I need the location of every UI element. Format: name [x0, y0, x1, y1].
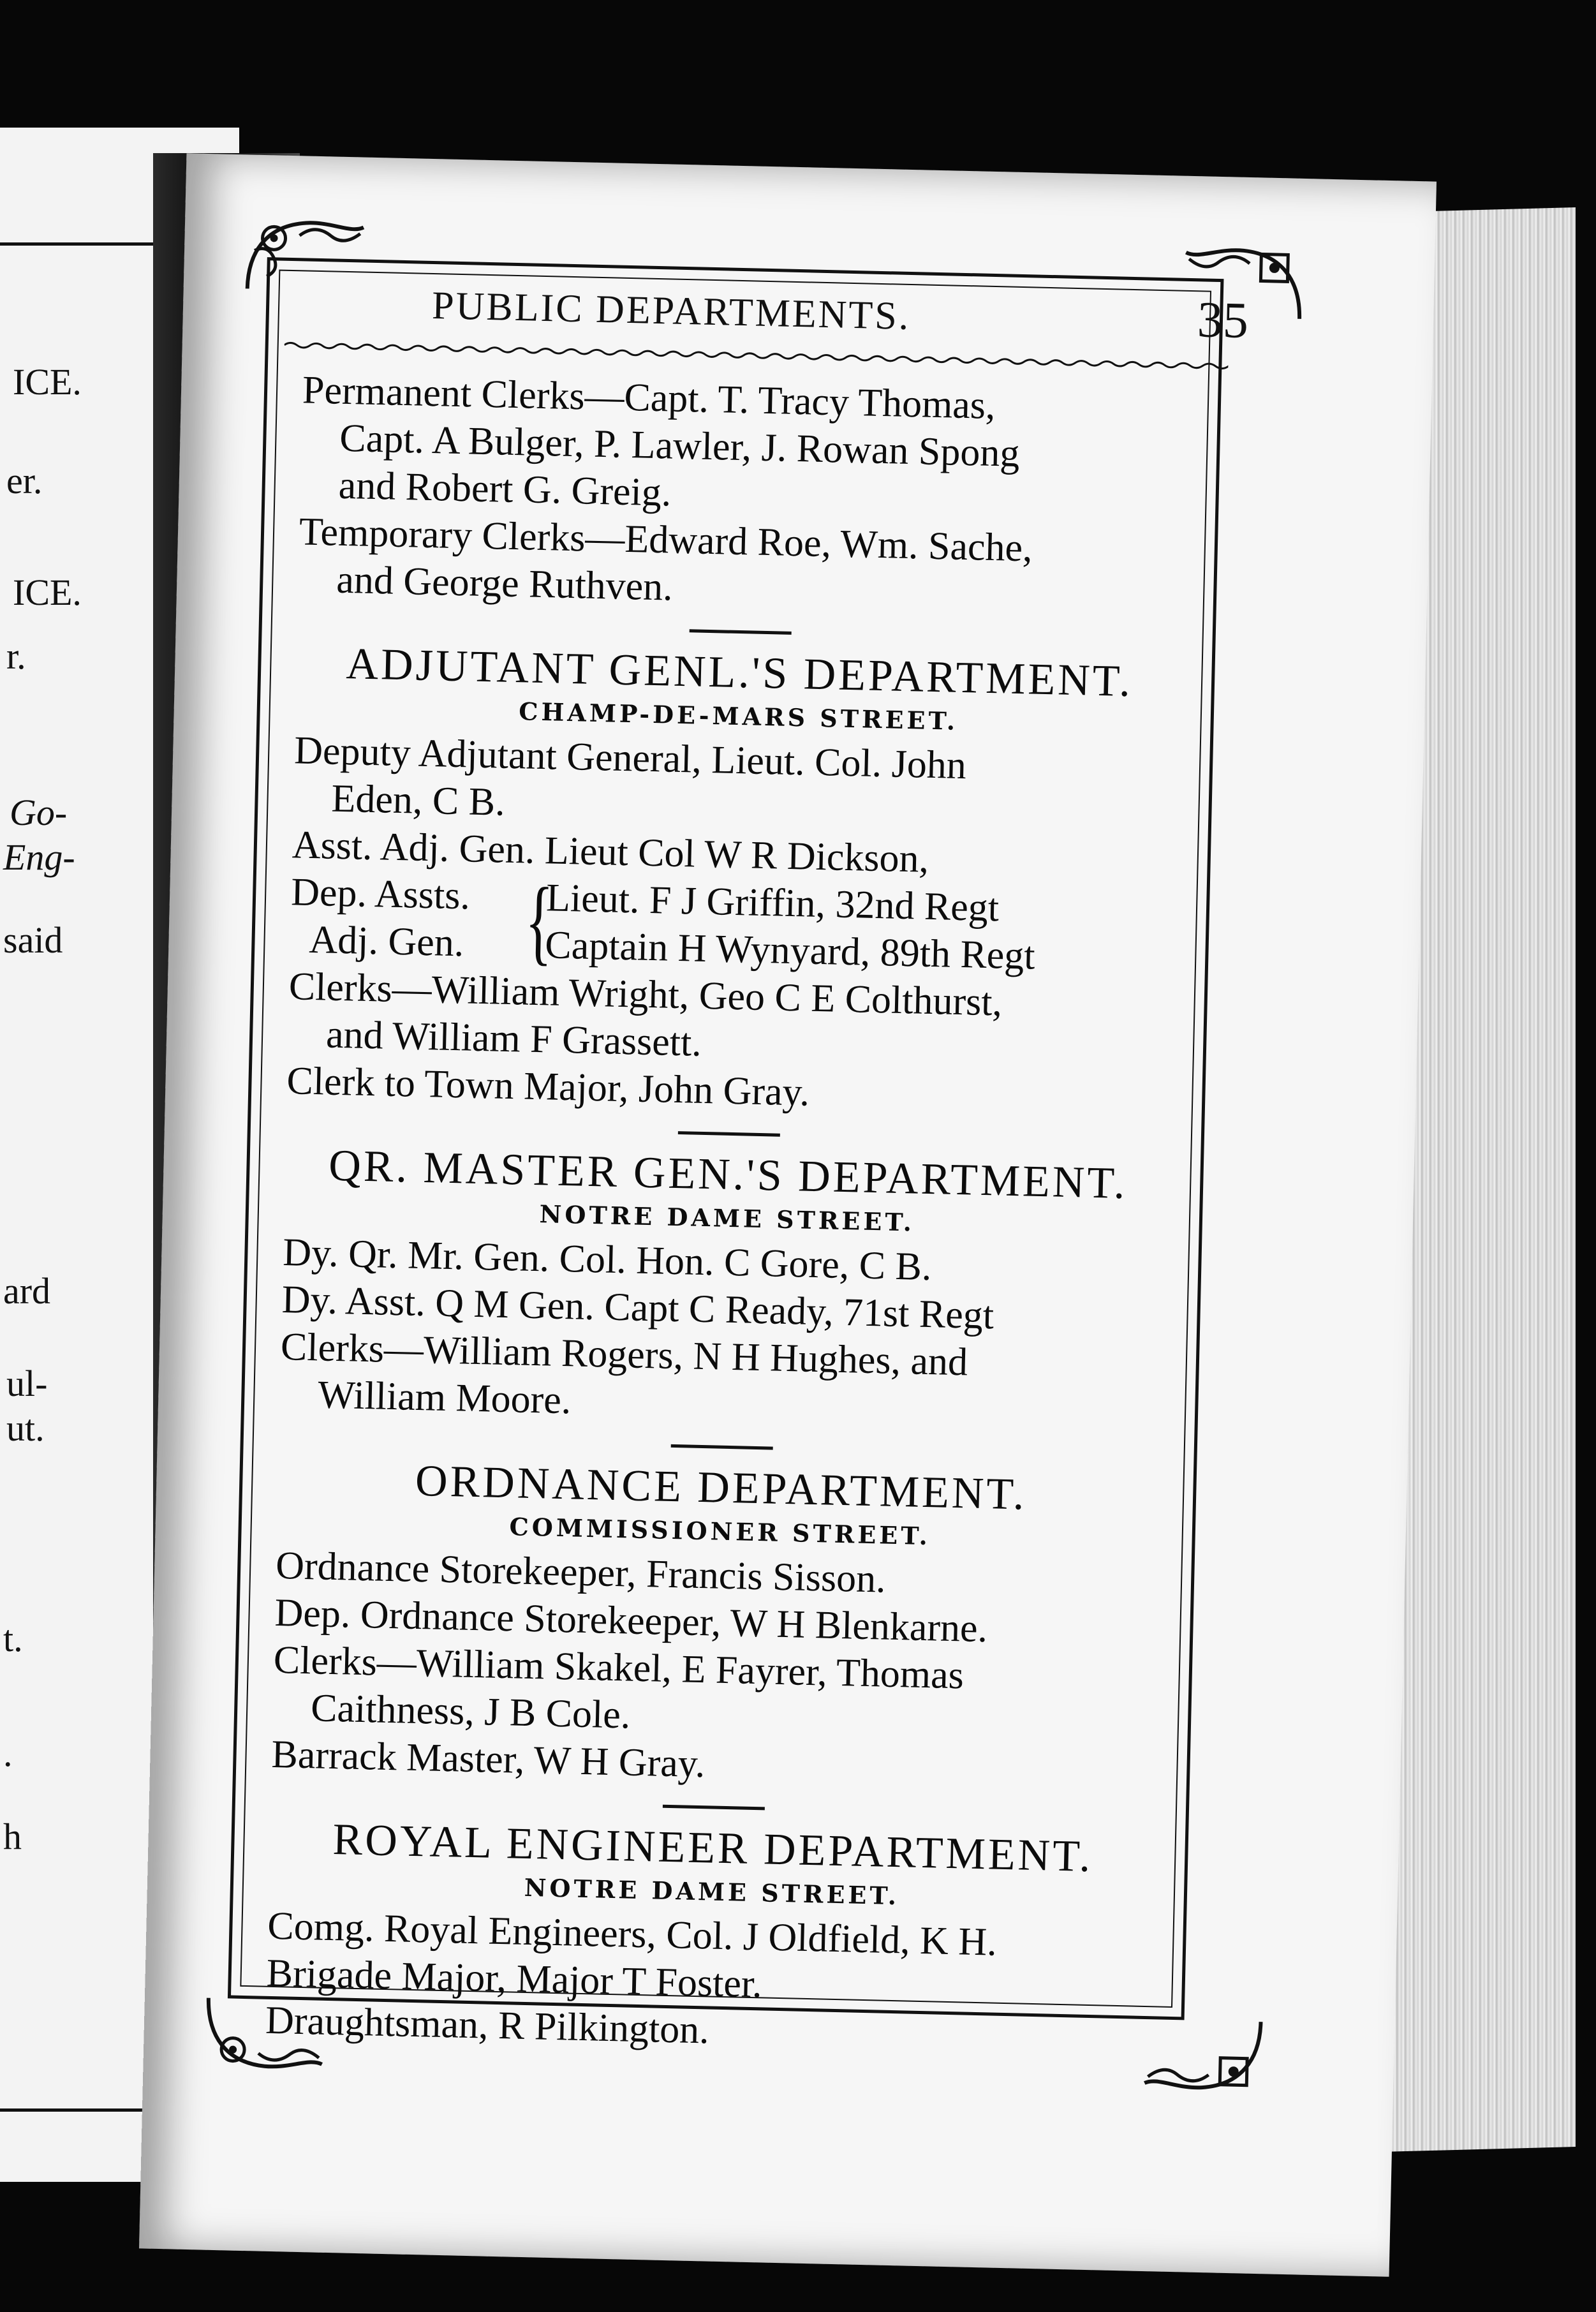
left-fragment: r.: [6, 635, 26, 677]
entry-line: Captain H Wynyard, 89th Regt: [544, 923, 1036, 978]
entry-line: and William F Grassett.: [325, 1012, 702, 1065]
dep-assts-items: [545, 874, 1037, 979]
left-page-frame: [0, 242, 166, 2112]
page-number: 35: [1197, 292, 1249, 350]
entry-line: Eden, C B.: [330, 776, 506, 824]
dep-assts-label: [290, 868, 521, 968]
entry-line: Comg. Royal Engineers, Col. J Oldfield, K H.: [267, 1904, 998, 1964]
dep-assts-label-line: Adj. Gen.: [308, 917, 465, 965]
permanent-clerks-line: and Robert G. Greig.: [337, 463, 672, 515]
entry-line: Caithness, J B Cole.: [310, 1686, 632, 1737]
section-street: CHAMP-DE-MARS STREET.: [518, 697, 959, 736]
section-rule: [690, 629, 792, 635]
entry-line: Barrack Master, W H Gray.: [270, 1732, 706, 1786]
entry-line: Ordnance Storekeeper, Francis Sisson.: [275, 1543, 887, 1601]
book-page: [139, 153, 1437, 2277]
running-head-title: PUBLIC DEPARTMENTS.: [431, 283, 912, 338]
left-fragment: Go-: [10, 792, 68, 833]
section-heading: QR. MASTER GEN.'S DEPARTMENT.: [328, 1141, 1128, 1209]
section-rule: [663, 1805, 765, 1811]
entry-line: Clerks—William Skakel, E Fayrer, Thomas: [273, 1638, 964, 1698]
section-street: NOTRE DAME STREET.: [539, 1199, 915, 1237]
entry-line: Dy. Asst. Q M Gen. Capt C Ready, 71st Regt: [281, 1278, 994, 1338]
dep-assts-label-line: Dep. Assts.: [290, 870, 471, 918]
entry-line: William Moore.: [317, 1373, 572, 1423]
temporary-clerks-line: Temporary Clerks—Edward Roe, Wm. Sache,: [299, 510, 1033, 570]
entry-line: Draughtsman, R Pilkington.: [265, 1998, 710, 2052]
section-street: NOTRE DAME STREET.: [524, 1872, 900, 1911]
entry-line: Deputy Adjutant General, Lieut. Col. John: [293, 729, 967, 788]
entry-line: Dep. Ordnance Storekeeper, W H Blenkarne.: [274, 1590, 988, 1651]
left-fragment: .: [3, 1733, 13, 1774]
left-fragment: ICE.: [13, 361, 82, 403]
entry-line: Lieut. F J Griffin, 32nd Regt: [545, 876, 1000, 930]
entry-line: Clerks—William Rogers, N H Hughes, and: [280, 1325, 968, 1384]
entry-line: Dy. Qr. Mr. Gen. Col. Hon. C Gore, C B.: [282, 1231, 933, 1289]
entry-line: Asst. Adj. Gen. Lieut Col W R Dickson,: [292, 823, 929, 881]
section-heading: ADJUTANT GENL.'S DEPARTMENT.: [345, 639, 1134, 707]
left-fragment: Eng-: [3, 836, 75, 878]
left-fragment: t.: [3, 1618, 23, 1659]
entry-line: Brigade Major, Major T Foster.: [266, 1951, 763, 2006]
left-fragment: h: [3, 1816, 22, 1857]
section-heading: ORDNANCE DEPARTMENT.: [415, 1456, 1028, 1520]
left-fragment: ul-: [6, 1363, 48, 1404]
section-rule: [678, 1131, 780, 1137]
temporary-clerks-line: and George Ruthven.: [336, 558, 674, 609]
section-rule: [671, 1444, 773, 1450]
entry-line: Clerk to Town Major, John Gray.: [286, 1059, 810, 1115]
section-heading: ROYAL ENGINEER DEPARTMENT.: [332, 1815, 1094, 1882]
left-fragment: er.: [6, 460, 43, 501]
left-fragment: ut.: [6, 1407, 45, 1449]
permanent-clerks-line: Permanent Clerks—Capt. T. Tracy Thomas,: [302, 368, 996, 428]
section-street: COMMISSIONER STREET.: [509, 1512, 931, 1551]
brace-icon: {: [524, 868, 554, 975]
entry-line: Clerks—William Wright, Geo C E Colthurst,: [288, 965, 1003, 1025]
left-fragment: ard: [3, 1270, 51, 1312]
corner-ornament-icon: [241, 212, 371, 298]
page-content: [265, 366, 1189, 2064]
permanent-clerks-line: Capt. A Bulger, P. Lawler, J. Rowan Spong: [339, 416, 1021, 475]
corner-ornament-icon: [1138, 2013, 1267, 2099]
left-fragment: said: [3, 919, 63, 961]
left-fragment: ICE.: [13, 572, 82, 613]
